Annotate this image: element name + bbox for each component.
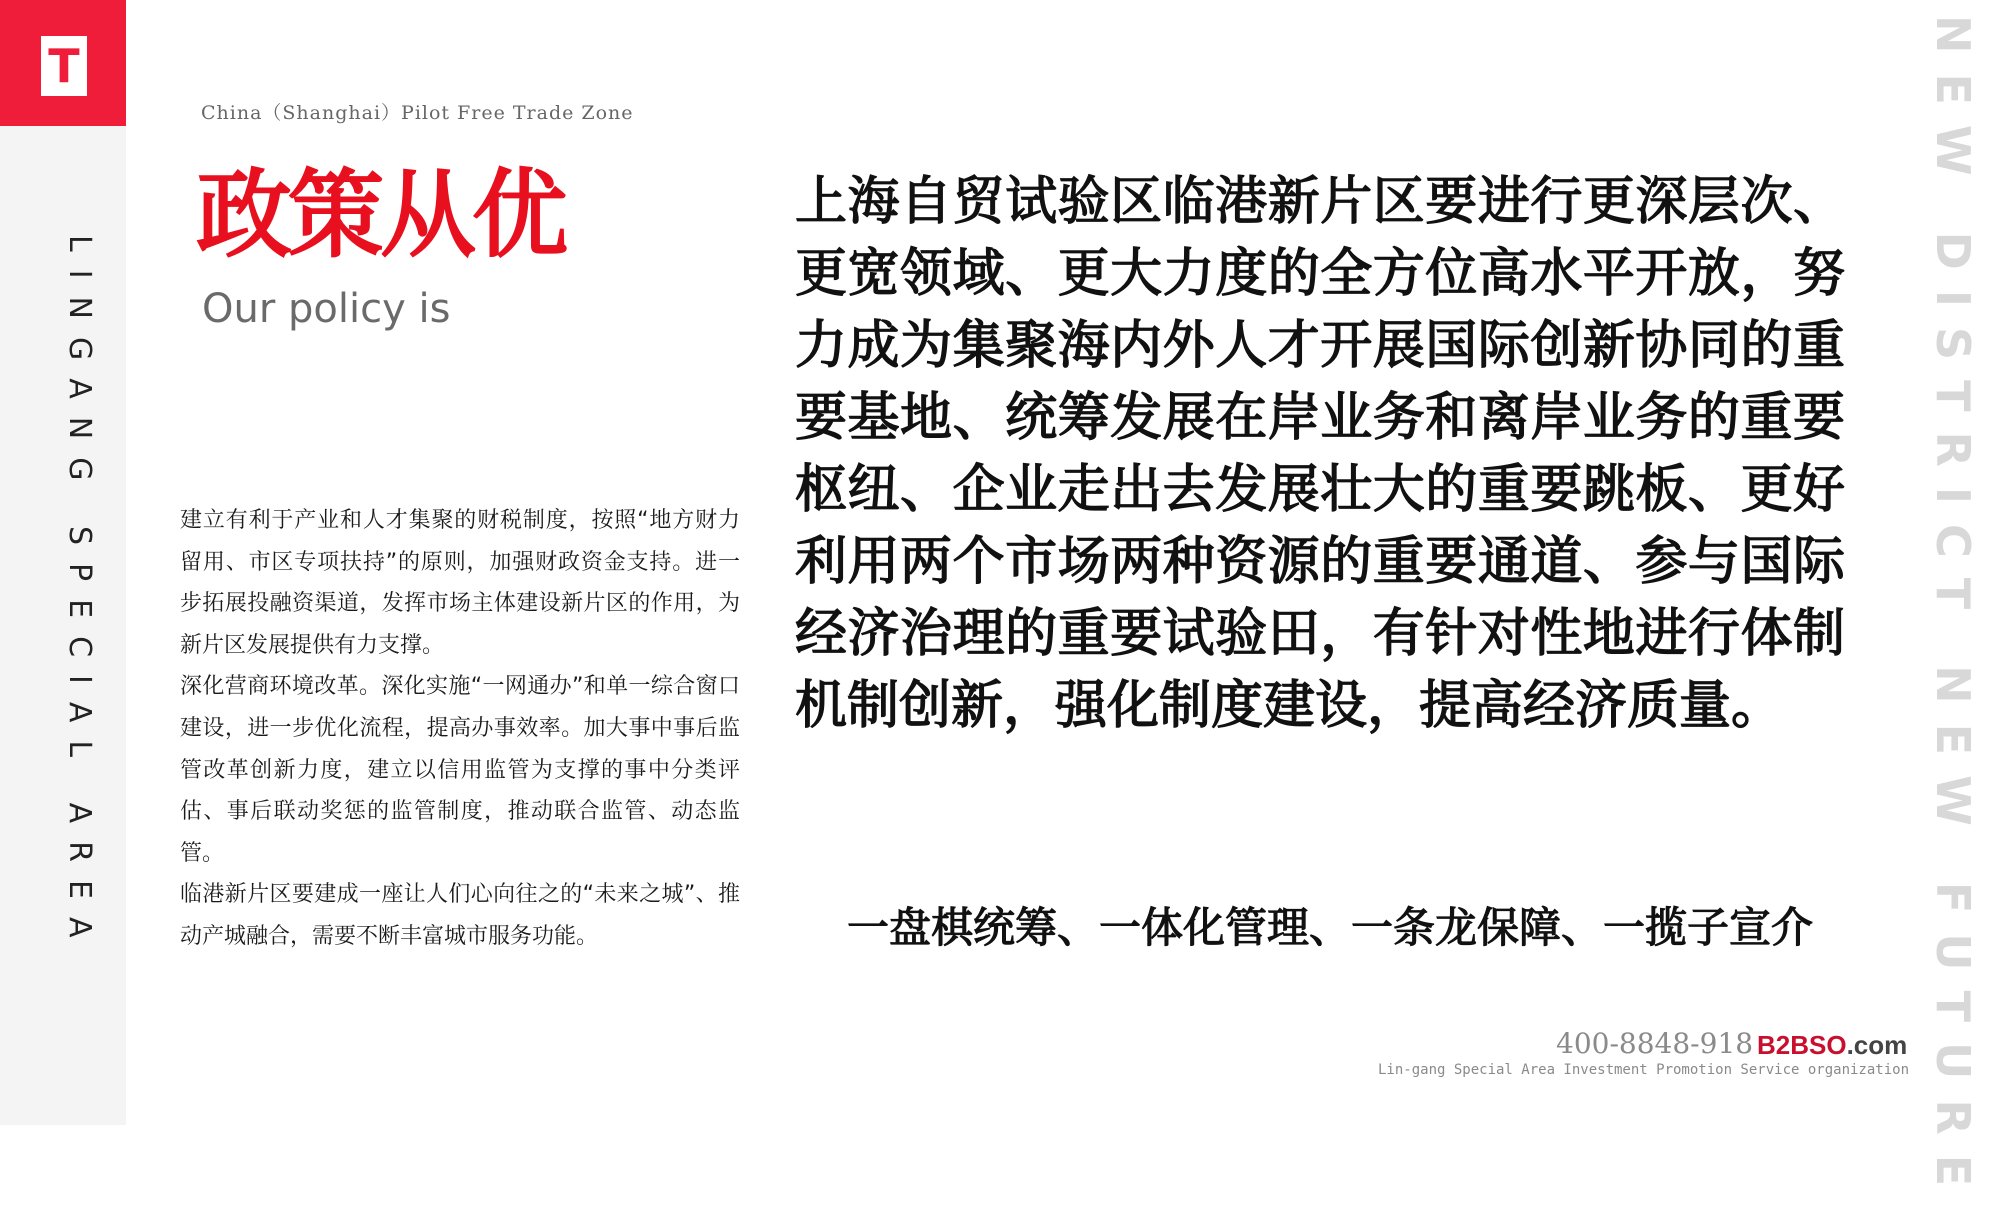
- brand-main: B2BSO: [1757, 1030, 1847, 1060]
- organization-name: Lin-gang Special Area Investment Promotion Service organization: [1378, 1062, 1910, 1078]
- body-paragraph: 临港新片区要建成一座让人们心向往之的“未来之城”、推动产城融合，需要不断丰富城市服务功能。: [180, 882, 740, 949]
- vertical-label-left: LINGANG SPECIAL AREA: [62, 235, 97, 956]
- logo: [0, 0, 126, 126]
- slogan: 一盘棋统筹、一体化管理、一条龙保障、一揽子宣介: [846, 903, 1813, 952]
- main-statement: 上海自贸试验区临港新片区要进行更深层次、更宽领域、更大力度的全方位高水平开放，努力成为集聚海内外人才开展国际创新协同的重要基地、统筹发展在岸业务和离岸业务的重要枢纽、企业走出去发展壮大的重要跳板、更好利用两个市场两种资源的重要通道、参与国际经济治理的重要试验田，有针对性地进行体制机制创新，强化制度建设，提高经济质量。: [795, 172, 1845, 736]
- vertical-label-right: NEW DISTRICT NEW FUTURE: [1926, 15, 1980, 1206]
- body-text-block: [180, 500, 740, 958]
- phone-number: 400-8848-918: [1556, 1027, 1754, 1060]
- subtitle-english: China（Shanghai）Pilot Free Trade Zone: [201, 102, 634, 124]
- policy-caption: Our policy is: [202, 286, 451, 332]
- page-title: 政策从优: [196, 159, 564, 271]
- brand-logo-text: [1757, 1030, 1907, 1061]
- body-paragraph: 建立有利于产业和人才集聚的财税制度，按照“地方财力留用、市区专项扶持”的原则，加强财政资金支持。进一步拓展投融资渠道，发挥市场主体建设新片区的作用，为新片区发展提供有力支撑。: [180, 508, 740, 658]
- body-paragraph: 深化营商环境改革。深化实施“一网通办”和单一综合窗口建设，进一步优化流程，提高办事效率。加大事中事后监管改革创新力度，建立以信用监管为支撑的事中分类评估、事后联动奖惩的监管制度，推动联合监管、动态监管。: [180, 674, 740, 866]
- brand-suffix: .com: [1846, 1030, 1908, 1060]
- logo-glyph: T: [48, 39, 80, 93]
